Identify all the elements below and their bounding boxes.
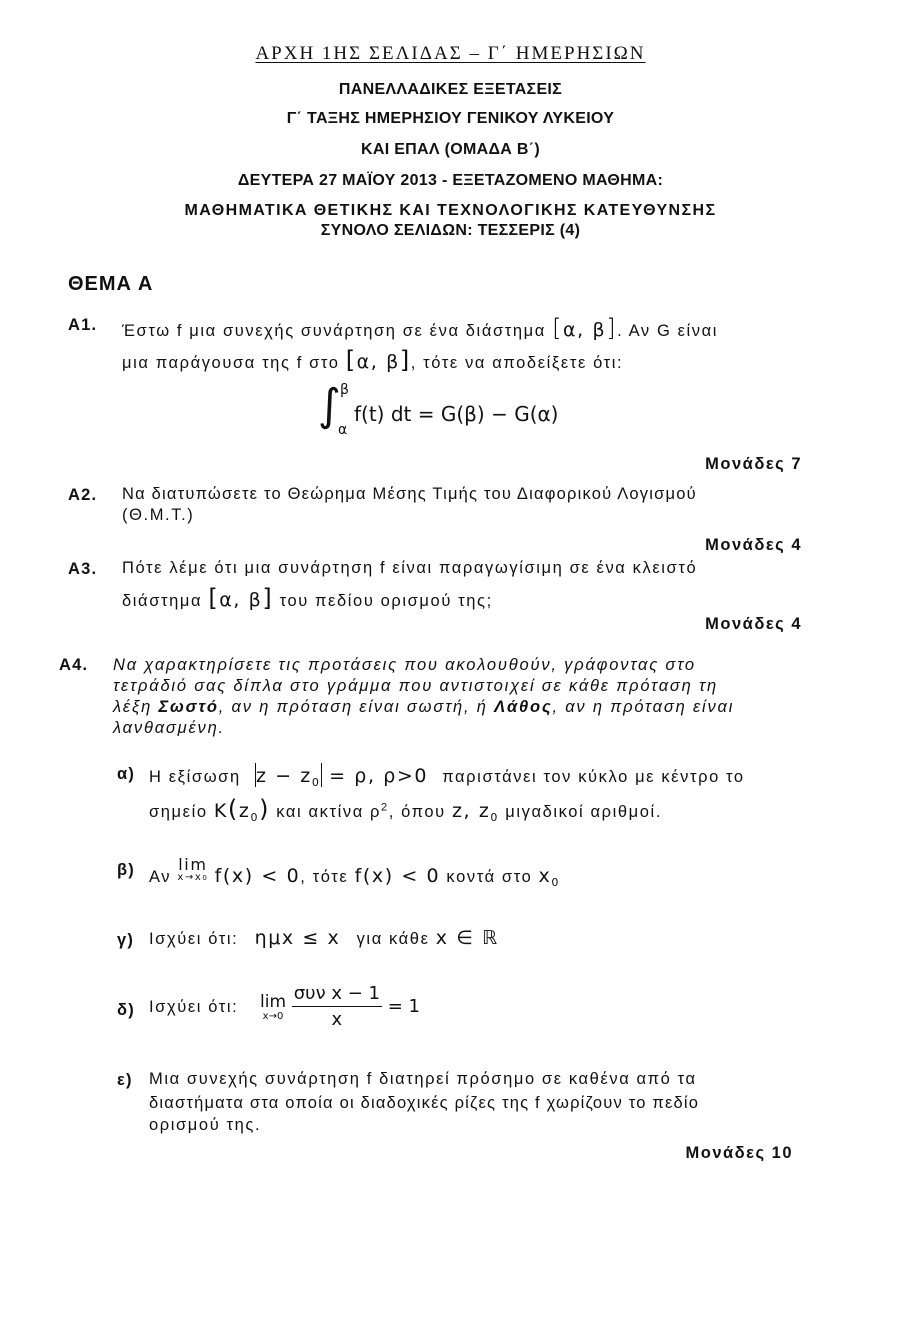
question-a4-intro-line2: τετράδιό σας δίπλα στο γράμμα που αντιστοιχεί σε κάθε πρόταση τη bbox=[113, 677, 718, 695]
integral-sign: ∫ bbox=[318, 380, 341, 431]
item-a-label: α) bbox=[117, 765, 136, 783]
page-header-top-line: ΑΡΧΗ 1ΗΣ ΣΕΛΙΔΑΣ – Γ΄ ΗΜΕΡΗΣΙΩΝ bbox=[255, 43, 646, 64]
question-a1-label: Α1. bbox=[68, 316, 98, 334]
integral-lower-limit: α bbox=[338, 422, 348, 438]
exam-date-subject: ΔΕΥΤΕΡΑ 27 ΜΑΪΟΥ 2013 - ΕΞΕΤΑΖΟΜΕΝΟ ΜΑΘΗΜΑ: bbox=[237, 172, 664, 189]
item-b-label: β) bbox=[117, 861, 135, 879]
question-a3-label: Α3. bbox=[68, 560, 98, 578]
item-e-label: ε) bbox=[117, 1071, 133, 1089]
integral-expression: f(t) dt = G(β) − G(α) bbox=[354, 402, 559, 426]
question-a4-intro-line1: Να χαρακτηρίσετε τις προτάσεις που ακολουθούν, γράφοντας στο bbox=[113, 656, 696, 674]
question-a3-line2: διάστημα [α, β] του πεδίου ορισμού της; bbox=[122, 584, 493, 612]
item-c-line1: Ισχύει ότι: ημx ≤ x για κάθε x ∈ ℝ bbox=[149, 927, 499, 949]
question-a4-marks: Μονάδες 10 bbox=[685, 1144, 793, 1162]
exam-class: Γ΄ ΤΑΞΗΣ ΗΜΕΡΗΣΙΟΥ ΓΕΝΙΚΟΥ ΛΥΚΕΙΟΥ bbox=[286, 110, 615, 127]
item-d-text: Ισχύει ότι: bbox=[149, 998, 239, 1016]
question-a1-line1: Έστω f μια συνεχής συνάρτηση σε ένα διάστημα [α, β]. Αν G είναι bbox=[122, 314, 719, 342]
section-title: ΘΕΜΑ Α bbox=[68, 273, 154, 295]
item-a-line1: Η εξίσωση $z - z_0 = \rho$, ρ>0 παριστάνει τον κύκλο με κέντρο το bbox=[149, 765, 745, 789]
question-a3-marks: Μονάδες 4 bbox=[705, 615, 802, 633]
question-a4-intro-line4: λανθασμένη. bbox=[113, 719, 225, 737]
item-d-label: δ) bbox=[117, 1001, 135, 1019]
item-b-line1: Αν lim x→x0 f(x) < 0, τότε f(x) < 0 κοντά στο $x_0$ bbox=[149, 855, 561, 889]
question-a2-line1: Να διατυπώσετε το Θεώρημα Μέσης Τιμής του Διαφορικού Λογισμού bbox=[122, 485, 697, 503]
item-a-line2: σημείο $K(z_0)$ και ακτίνα $\rho^2$, όπου z, $z_0$ μιγαδικοί αριθμοί. bbox=[149, 795, 663, 824]
item-e-line1: Μια συνεχής συνάρτηση f διατηρεί πρόσημο σε καθένα από τα bbox=[149, 1070, 697, 1088]
question-a1-line2: μια παράγουσα της f στο [α, β], τότε να αποδείξετε ότι: bbox=[122, 346, 624, 374]
question-a1-formula bbox=[318, 382, 578, 442]
exam-pages: ΣΥΝΟΛΟ ΣΕΛΙΔΩΝ: ΤΕΣΣΕΡΙΣ (4) bbox=[320, 222, 581, 239]
integral-upper-limit: β bbox=[340, 382, 349, 398]
question-a4-label: Α4. bbox=[59, 656, 89, 674]
exam-title: ΠΑΝΕΛΛΑΔΙΚΕΣ ΕΞΕΤΑΣΕΙΣ bbox=[338, 81, 563, 98]
item-e-line2: διαστήματα στα οποία οι διαδοχικές ρίζες της f χωρίζουν το πεδίο bbox=[149, 1094, 700, 1112]
question-a2-line2: (Θ.Μ.Τ.) bbox=[122, 506, 195, 524]
exam-group: ΚΑΙ ΕΠΑΛ (ΟΜΑΔΑ Β΄) bbox=[361, 141, 540, 158]
item-d-formula: lim x→0 $\frac{\text{συν x − 1}}{x}$ = 1 bbox=[260, 983, 420, 1030]
question-a4-intro-line3: λέξη Σωστό, αν η πρόταση είναι σωστή, ή Λάθος, αν η πρόταση είναι bbox=[113, 698, 735, 716]
exam-course: ΜΑΘΗΜΑΤΙΚΑ ΘΕΤΙΚΗΣ ΚΑΙ ΤΕΧΝΟΛΟΓΙΚΗΣ ΚΑΤΕΥΘΥΝΣΗΣ bbox=[184, 202, 717, 219]
question-a2-marks: Μονάδες 4 bbox=[705, 536, 802, 554]
question-a2-label: Α2. bbox=[68, 486, 98, 504]
item-c-label: γ) bbox=[117, 931, 135, 949]
question-a3-line1: Πότε λέμε ότι μια συνάρτηση f είναι παραγωγίσιμη σε ένα κλειστό bbox=[122, 559, 698, 577]
question-a1-marks: Μονάδες 7 bbox=[705, 455, 802, 473]
item-e-line3: ορισμού της. bbox=[149, 1116, 262, 1134]
